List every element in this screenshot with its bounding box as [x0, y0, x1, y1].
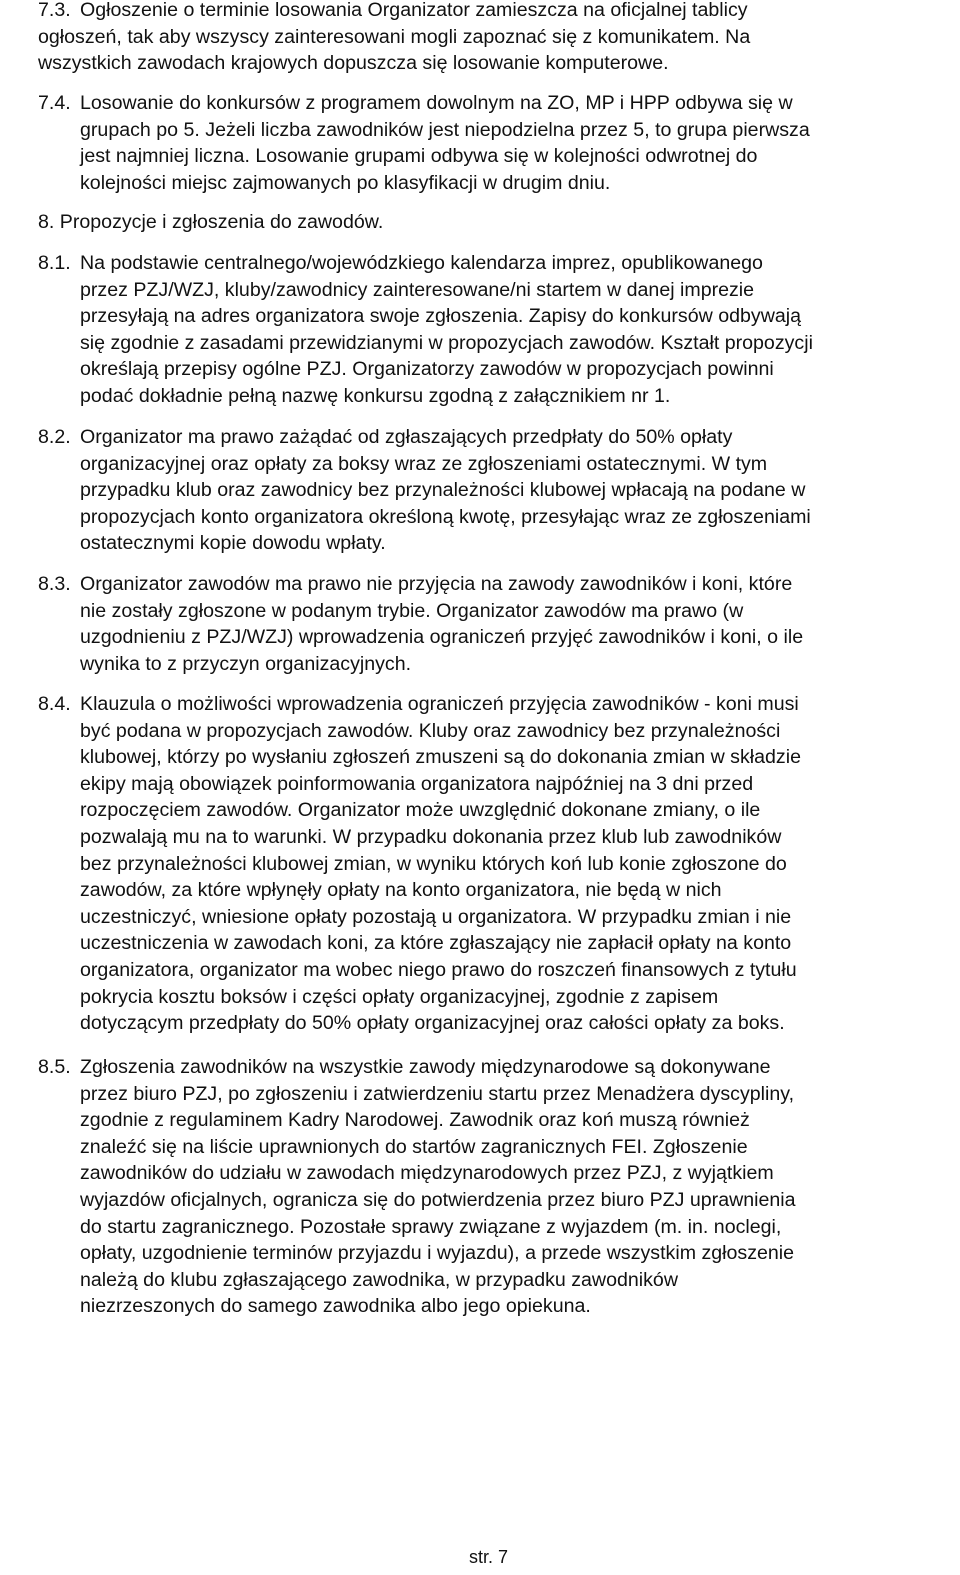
text-line: Klauzula o możliwości wprowadzenia ograniczeń przyjęcia zawodników - koni musi [80, 693, 799, 715]
text-line: przez PZJ/WZJ, kluby/zawodnicy zainteresowane/ni startem w danej imprezie [80, 278, 755, 301]
text-line: znaleźć się na liście uprawnionych do startów zagranicznych FEI. Zgłoszenie [80, 1135, 748, 1158]
text-line: uzgodnieniu z PZJ/WZJ) wprowadzenia ograniczeń przyjęć zawodników i koni, o ile [80, 626, 804, 649]
section-8-3 [38, 571, 958, 677]
section-text [80, 571, 958, 677]
text-line: kolejności miejsc zajmowanych po klasyfikacji w drugim dniu. [80, 171, 611, 194]
text-line: propozycjach konto organizatora określoną kwotę, przesyłając wraz ze zgłoszeniami [80, 505, 811, 528]
text-line: przypadku klub oraz zawodnicy bez przynależności klubowej wpłacają na podane w [80, 479, 806, 502]
text-line: określają przepisy ogólne PZJ. Organizatorzy zawodów w propozycjach powinni [80, 358, 774, 381]
section-text [80, 90, 958, 196]
section-number: 7.3. [38, 0, 71, 21]
text-line: rozpoczęciem zawodów. Organizator może uwzględnić dokonane zmiany, o ile [80, 799, 761, 822]
text-line: uczestniczenia w zawodach koni, za które zgłaszający nie zapłacił opłaty na konto [80, 932, 792, 955]
text-line: uczestniczyć, wniesione opłaty pozostają u organizatora. W przypadku zmian i nie [80, 905, 792, 928]
section-text [80, 250, 958, 410]
section-number: 8.3. [38, 573, 71, 595]
text-line: Ogłoszenie o terminie losowania Organizator zamieszcza na oficjalnej tablicy [80, 0, 748, 21]
text-line: się zgodnie z zasadami przewidzianymi w propozycjach zawodów. Kształt propozycji [80, 331, 813, 354]
text-line: do startu zagranicznego. Pozostałe sprawy związane z wyjazdem (m. in. noclegi, [80, 1215, 782, 1238]
text-line: być podana w propozycjach zawodów. Kluby oraz zawodnicy bez przynależności [80, 719, 781, 742]
section-7-3-cont [38, 24, 958, 77]
text-line: jest najmniej liczna. Losowanie grupami odbywa się w kolejności odwrotnej do [80, 145, 758, 168]
section-8-4 [38, 691, 958, 1037]
section-heading-8: 8. Propozycje i zgłoszenia do zawodów. [38, 211, 384, 233]
text-line: Zgłoszenia zawodników na wszystkie zawody międzynarodowe są dokonywane [80, 1056, 771, 1078]
section-7-3 [38, 0, 958, 24]
text-line: wynika to z przyczyn organizacyjnych. [80, 652, 412, 675]
section-number: 8.1. [38, 252, 71, 274]
text-line: grupach po 5. Jeżeli liczba zawodników jest niepodzielna przez 5, to grupa pierwsza [80, 118, 810, 141]
text-line: organizacyjnej oraz opłaty za boksy wraz ze zgłoszeniami ostatecznymi. W tym [80, 452, 768, 475]
text-line: niezrzeszonych do samego zawodnika albo jego opiekuna. [80, 1295, 591, 1318]
text-line: bez przynależności klubowej zmian, w wyniku których koń lub konie zgłoszone do [80, 852, 787, 875]
section-8-5 [38, 1054, 958, 1320]
text-line: przesyłają na adres organizatora swoje zgłoszenia. Zapisy do konkursów odbywają [80, 305, 801, 328]
text-line: zawodników do udziału w zawodach międzynarodowych przez PZJ, z wyjątkiem [80, 1162, 774, 1185]
text-line: pozwalają mu na to warunki. W przypadku dokonania przez klub lub zawodników [80, 825, 782, 848]
text-line: wszystkich zawodach krajowych dopuszcza się losowanie komputerowe. [38, 52, 669, 75]
text-line: zawodów, za które wpłynęły opłaty na konto organizatora, nie będą w nich [80, 879, 722, 902]
text-line: przez biuro PZJ, po zgłoszeniu i zatwierdzeniu startu przez Menadżera dyscypliny, [80, 1082, 795, 1105]
text-line: zgodnie z regulaminem Kadry Narodowej. Zawodnik oraz koń muszą również [80, 1109, 750, 1132]
section-number: 7.4. [38, 92, 71, 114]
section-text [80, 1054, 958, 1320]
section-8-2 [38, 424, 958, 557]
section-number: 8.5. [38, 1056, 71, 1078]
text-line: opłaty, uzgodnienie terminów przyjazdu i wyjazdu), a przede wszystkim zgłoszenie [80, 1242, 795, 1265]
section-text [80, 0, 958, 24]
text-line: Organizator ma prawo zażądać od zgłaszających przedpłaty do 50% opłaty [80, 426, 733, 448]
text-line: ogłoszeń, tak aby wszyscy zainteresowani mogli zapoznać się z komunikatem. Na [38, 25, 751, 48]
text-line: klubowej, którzy po wysłaniu zgłoszeń zmuszeni są do dokonania zmian w składzie [80, 746, 801, 769]
section-8-1 [38, 250, 958, 410]
page-number: str. 7 [469, 1547, 509, 1567]
text-line: pokrycia kosztu boksów i części opłaty organizacyjnej, zgodnie z zapisem [80, 985, 719, 1008]
text-line: należą do klubu zgłaszającego zawodnika, w przypadku zawodników [80, 1268, 678, 1291]
section-number: 8.2. [38, 426, 71, 448]
text-line: ekipy mają obowiązek poinformowania organizatora najpóźniej na 3 dni przed [80, 772, 754, 795]
text-line: podać dokładnie pełną nazwę konkursu zgodną z załącznikiem nr 1. [80, 384, 671, 407]
text-line: nie zostały zgłoszone w podanym trybie. Organizator zawodów ma prawo (w [80, 599, 744, 622]
text-line: Na podstawie centralnego/wojewódzkiego kalendarza imprez, opublikowanego [80, 252, 763, 274]
text-line: Losowanie do konkursów z programem dowolnym na ZO, MP i HPP odbywa się w [80, 92, 793, 114]
section-text [80, 691, 958, 1037]
section-7-4 [38, 90, 958, 196]
text-line: ostatecznymi kopie dowodu wpłaty. [80, 532, 386, 555]
text-line: wyjazdów oficjalnych, ogranicza się do potwierdzenia przez biuro PZJ uprawnienia [80, 1188, 796, 1211]
text-line: Organizator zawodów ma prawo nie przyjęcia na zawody zawodników i koni, które [80, 573, 793, 595]
text-line: dotyczącym przedpłaty do 50% opłaty organizacyjnej oraz całości opłaty za boks. [80, 1012, 785, 1035]
section-text [80, 424, 958, 557]
section-number: 8.4. [38, 693, 71, 715]
text-line: organizatora, organizator ma wobec niego prawo do roszczeń finansowych z tytułu [80, 958, 797, 981]
